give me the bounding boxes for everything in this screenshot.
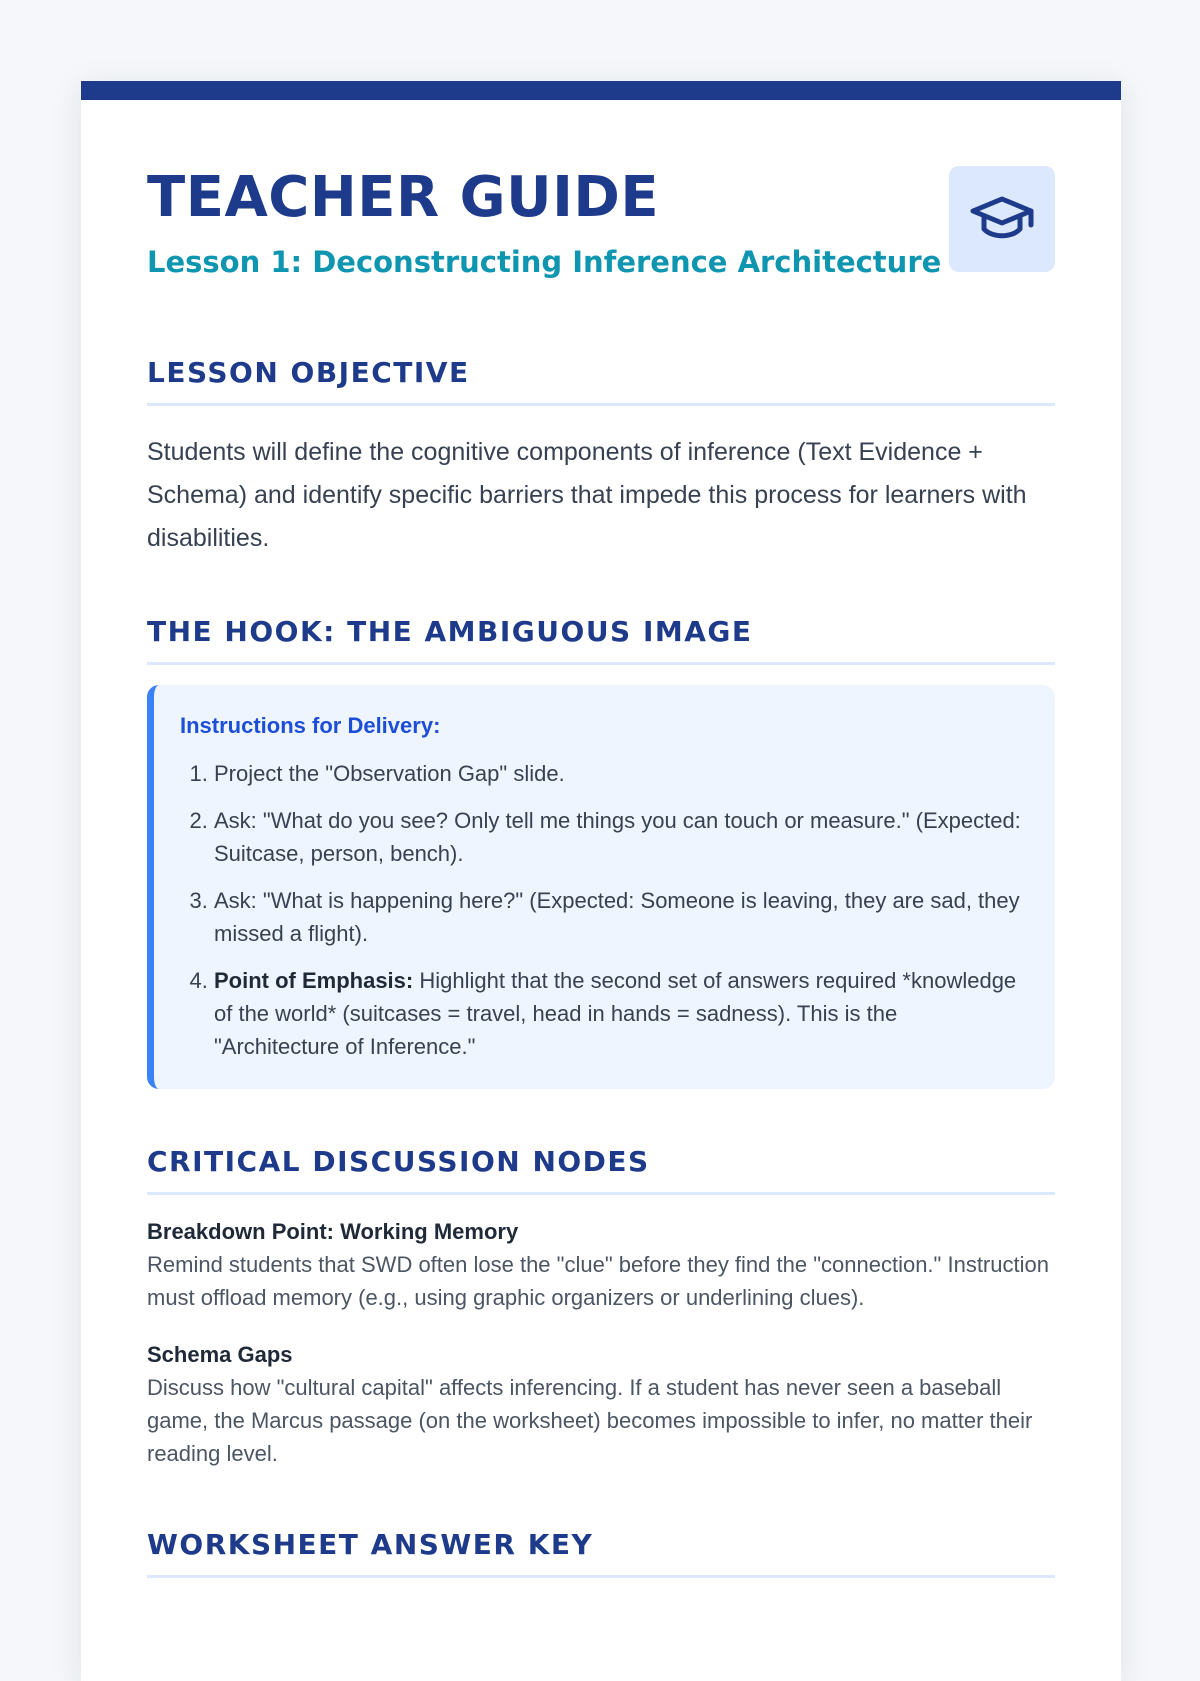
list-item: [214, 964, 1025, 1063]
discussion-node: [147, 1338, 1055, 1470]
node-title: Schema Gaps: [147, 1342, 293, 1367]
teacher-guide-page: [81, 81, 1121, 1681]
delivery-callout: [147, 685, 1055, 1089]
guide-header: [147, 100, 1055, 280]
hook-heading: THE HOOK: THE AMBIGUOUS IMAGE: [147, 614, 1055, 665]
graduation-cap-icon: [970, 194, 1034, 244]
answer-key-heading: WORKSHEET ANSWER KEY: [147, 1527, 1055, 1578]
emphasis-label: Point of Emphasis:: [214, 968, 414, 993]
hook-section: [147, 614, 1055, 1089]
page-title: TEACHER GUIDE: [147, 165, 660, 230]
node-title: Breakdown Point: Working Memory: [147, 1219, 519, 1244]
node-body: Discuss how "cultural capital" affects inferencing. If a student has never seen a baseball game, the Marcus passage (on the worksheet) becomes impossible to infer, no matter their reading level.: [147, 1375, 1033, 1466]
objective-heading: LESSON OBJECTIVE: [147, 355, 1055, 406]
delivery-steps: [180, 757, 1025, 1063]
objective-text: Students will define the cognitive components of inference (Text Evidence + Schema) and identify specific barriers that impede this process for learners with disabilities.: [147, 438, 1027, 552]
list-item: 1. Project the "Observation Gap" slide.: [214, 757, 1025, 790]
objective-section: [147, 355, 1055, 560]
nodes-heading: CRITICAL DISCUSSION NODES: [147, 1144, 1055, 1195]
discussion-nodes-section: [147, 1144, 1055, 1470]
lesson-subtitle: Lesson 1: Deconstructing Inference Architecture: [147, 245, 942, 279]
node-body: Remind students that SWD often lose the "clue" before they find the "connection." Instruction must offload memory (e.g., using graphic organizers or underlining clues).: [147, 1252, 1049, 1310]
list-item: 3. Ask: "What is happening here?" (Expected: Someone is leaving, they are sad, they missed a flight).: [214, 884, 1025, 950]
emphasis-text: Highlight that the second set of answers required *knowledge of the world* (suitcases = travel, head in hands = sadness). This is the "Architecture of Inference.": [214, 968, 1017, 1059]
graduation-badge: [949, 166, 1055, 272]
answer-key-section: [147, 1527, 1055, 1578]
callout-label: Instructions for Delivery:: [180, 713, 441, 738]
discussion-node: [147, 1215, 1055, 1314]
list-item: 2. Ask: "What do you see? Only tell me things you can touch or measure." (Expected: Suitcase, person, bench).: [214, 804, 1025, 870]
